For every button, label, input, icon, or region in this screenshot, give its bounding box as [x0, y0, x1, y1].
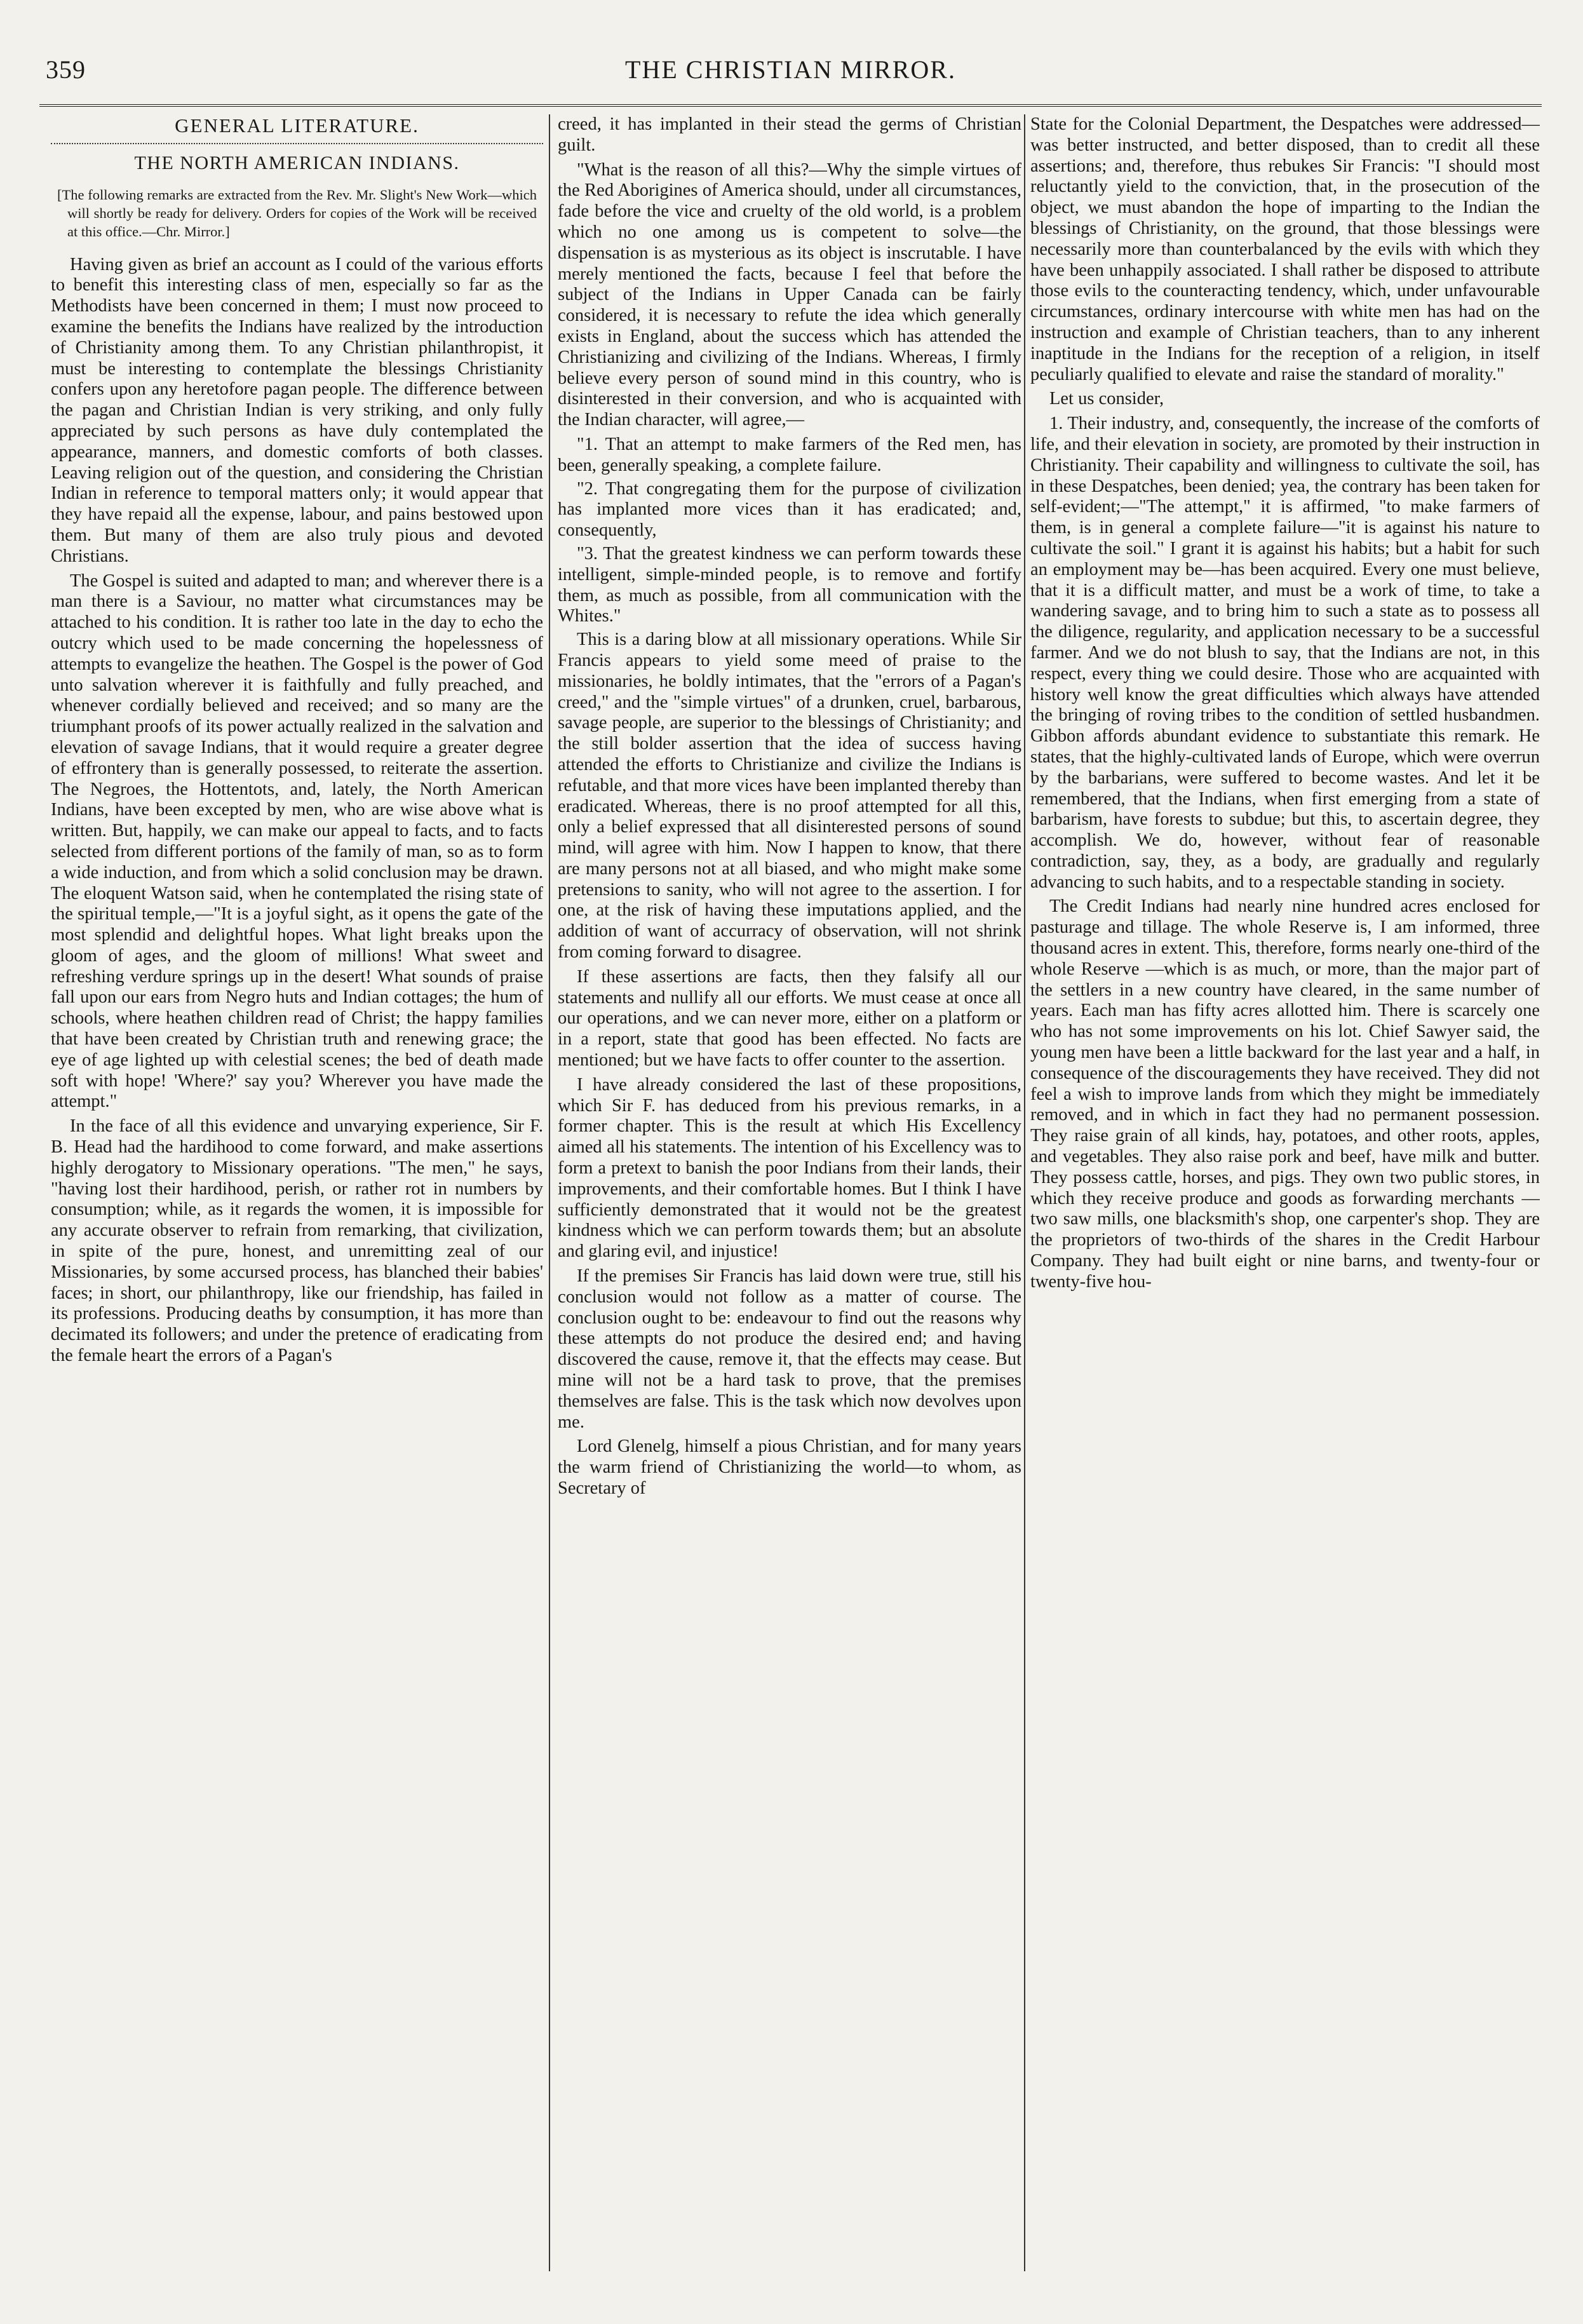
paragraph: The Gospel is suited and adapted to man; and wherever there is a man there is a Saviour, no matter what circumstances may be attached to his condition. It is rather too late in the day to echo the outcry which used to be made concerning the hopelessness of attempts to evangelize the heathen. The Gospel is the power of God unto salvation wherever it is faithfully and fully preached, and whenever cordially believed and received; and so many are the triumphant proofs of its power actually realized in the salvation and elevation of savage Indians, that it would require a greater degree of effrontery than is generally possessed, to reiterate the assertion. The Negroes, the Hottentots, and, lately, the North American Indians, have been excepted by men, who are wise above what is written. But, happily, we can make our appeal to facts, and to facts selected from different portions of the family of man, so as to form a wide induction, and from which a solid conclusion may be drawn. The eloquent Watson said, when he contemplated the rising state of the spiritual temple,—"It is a joyful sight, as it opens the gate of the most splendid and delightful hopes. What light breaks upon the gloom of ages, and the gloom of millions! What sweet and refreshing verdure springs up in the desert! What sounds of praise fall upon our ears from Negro huts and Indian cottages; the hum of schools, where heathen children read of Christ; the happy families that have been created by Christian truth and renewing grace; the eye of age lighted up with celestial scenes; the bed of death made soft with hope! 'Where?' say you? Wherever you have made the attempt.": [51, 571, 543, 1112]
paragraph: 1. Their industry, and, consequently, the increase of the comforts of life, and their elevation in society, are promoted by their instruction in Christianity. Their capability and willingness to cultivate the soil, has in these Despatches, been denied; yea, the contrary has been taken for self-evident;—"The attempt," it is affirmed, "to make farmers of them, is in general a complete failure—"it is against his nature to cultivate the soil." I grant it is against his habits; but a habit for such an employment may be—has been acquired. Every one must believe, that it is a difficult matter, and must be a work of time, to take a wandering savage, and to bring him to such a state as to possess all the diligence, regularity, and application necessary to be a successful farmer. And we do not blush to say, that the Indians are not, in this respect, every thing we could desire. Those who are acquainted with history well know the great difficulties which always have attended the bringing of roving tribes to the condition of settled husbandmen. Gibbon affords abundant evidence to substantiate this remark. He states, that the highly-cultivated lands of Europe, which were overrun by the barbarians, were suffered to become wastes. And let it be remembered, that the Indians, when first emerging from a state of barbarism, have forests to subdue; but this, to ascertain degree, they accomplish. We do, however, without fear of reasonable contradiction, say, they, as a body, are gradually and regularly advancing to such habits, and to a respectable standing in society.: [1030, 414, 1540, 892]
paragraph: Lord Glenelg, himself a pious Christian, and for many years the warm friend of Christianizing the world—to whom, as Secretary of: [558, 1436, 1021, 1498]
paragraph: "What is the reason of all this?—Why the simple virtues of the Red Aborigines of America should, under all circumstances, fade before the vice and cruelty of the old world, is a problem which no one among us is competent to solve—the dispensation is as mysterious as its object is inscrutable. I have merely mentioned the facts, because I feel that before the subject of the Indians in Upper Canada can be fairly considered, it is necessary to refute the idea which generally exists in England, about the success which has attended the Christianizing and civilizing of the Indians. Whereas, I firmly believe every person of sound mind in this country, who is disinterested in their conversion, and who is acquainted with the Indian character, will agree,—: [558, 159, 1021, 430]
paragraph: If the premises Sir Francis has laid down were true, still his conclusion would not follow as a matter of course. The conclusion ought to be: endeavour to find out the reasons why these attempts do not produce the desired end; and having discovered the cause, remove it, that the effects may cease. But mine will not be a hard task to prove, that the premises themselves are false. This is the task which now devolves upon me.: [558, 1266, 1021, 1432]
column-3: [1030, 114, 1540, 2271]
newspaper-title: THE CHRISTIAN MIRROR.: [625, 55, 956, 84]
paragraph: Having given as brief an account as I could of the various efforts to benefit this interesting class of men, especially so far as the Methodists have been concerned in them; I must now proceed to examine the benefits the Indians have realized by the introduction of Christianity among them. To any Christian philanthropist, it must be interesting to contemplate the blessings Christianity confers upon any heretofore pagan people. The difference between the pagan and Christian Indian is very striking, and only fully appreciated by such persons as have duly contemplated the appearance, manners, and domestic comforts of both classes. Leaving religion out of the question, and considering the Christian Indian in reference to temporal matters only; it would appear that they have repaid all the expense, labour, and pains bestowed upon them. But many of them are also truly pious and devoted Christians.: [51, 254, 543, 566]
paragraph: This is a daring blow at all missionary operations. While Sir Francis appears to yield some meed of praise to the missionaries, he boldly intimates, that the "errors of a Pagan's creed," and the "simple virtues" of a drunken, cruel, barbarous, savage people, are superior to the blessings of Christianity; and the still bolder assertion that the idea of success having attended the efforts to Christianize and civilize the Indians is refutable, and that more vices have been implanted thereby than eradicated. Whereas, there is no proof attempted for all this, only a belief expressed that all disinterested persons of sound mind, will agree with him. Now I happen to know, that there are many persons not at all biased, and who might make some pretensions to sanity, who will not agree to the assertion. I for one, at the risk of having these imputations applied, and the addition of want of accurracy of observation, will not shrink from coming forward to disagree.: [558, 630, 1021, 963]
paragraph: I have already considered the last of these propositions, which Sir F. has deduced from his previous remarks, in a former chapter. This is the result at which His Excellency aimed all his statements. The intention of his Excellency was to form a pretext to banish the poor Indians from their lands, their improvements, and their comfortable homes. But I think I have sufficiently demonstrated that it would not be the greatest kindness which we can perform towards them; but an absolute and glaring evil, and injustice!: [558, 1074, 1021, 1262]
section-heading: GENERAL LITERATURE.: [175, 114, 419, 137]
list-item: "3. That the greatest kindness we can perform towards these intelligent, simple-minded people, is to remove and fortify them, as much as possible, from all communication with the Whites.": [558, 543, 1021, 626]
paragraph: Let us consider,: [1049, 389, 1164, 409]
paragraph: If these assertions are facts, then they falsify all our statements and nullify all our efforts. We must cease at once all our operations, and we can never more, either on a platform or in a report, state that good has been effected. No facts are mentioned; but we have facts to offer counter to the assertion.: [558, 966, 1021, 1071]
masthead: [39, 50, 1542, 89]
column-1: [51, 114, 543, 2271]
page-number: 359: [46, 55, 86, 84]
list-item: "2. That congregating them for the purpose of civilization has implanted more vices than it has eradicated; and, consequently,: [558, 478, 1021, 541]
article-title: THE NORTH AMERICAN INDIANS.: [134, 152, 460, 173]
header-rule: [39, 104, 1542, 107]
column-rule-2: [1024, 114, 1025, 2271]
paragraph: In the face of all this evidence and unvarying experience, Sir F. B. Head had the hardihood to come forward, and make assertions highly derogatory to Missionary operations. "The men," he says, "having lost their hardihood, perish, or rather rot in numbers by consumption; while, as it regards the women, it is impossible for any accurate observer to refrain from remarking, that civilization, in spite of the pure, honest, and unremitting zeal of our Missionaries, by some accursed process, has blanched their babies' faces; in short, our philanthropy, like our friendship, has failed in its professions. Producing deaths by consumption, it has more than decimated its followers; and under the pretence of eradicating from the female heart the errors of a Pagan's: [51, 1116, 543, 1366]
paragraph: creed, it has implanted in their stead the germs of Christian guilt.: [558, 114, 1021, 155]
editor-note: [The following remarks are extracted from the Rev. Mr. Slight's New Work—which will shortly be ready for delivery. Orders for copies of the Work will be received at this office.—Chr. Mirror.]: [57, 186, 537, 240]
paragraph: State for the Colonial Department, the Despatches were addressed—was better instructed, and better disposed, than to credit all these assertions; and, therefore, thus rebukes Sir Francis: "I should most reluctantly yield to the conviction, that, in the prosecution of the object, we must abandon the hope of imparting to the Indian the blessings of Christianity, on the ground, that those blessings were necessarily more than counterbalanced by the evils with which they have been unhappily associated. I shall rather be disposed to attribute those evils to the counteracting tendency, which, under unfavourable circumstances, ordinary intercourse with white men has had on the instruction and example of Christian teachers, than to any inherent inaptitude in the Indians for the reception of a religion, in itself peculiarly qualified to elevate and raise the standard of morality.": [1030, 114, 1540, 384]
section-divider: [51, 143, 543, 144]
column-2: [558, 114, 1021, 2271]
list-item: "1. That an attempt to make farmers of the Red men, has been, generally speaking, a complete failure.: [558, 434, 1021, 475]
paragraph: The Credit Indians had nearly nine hundred acres enclosed for pasturage and tillage. The whole Reserve is, I am informed, three thousand acres in extent. This, therefore, forms nearly one-third of the whole Reserve —which is as much, or more, than the major part of the settlers in a new country have cleared, in the same number of years. Each man has fifty acres allotted him. There is scarcely one who has not some improvements on his lot. Chief Sawyer said, the young men have been a little backward for the last year and a half, in consequence of the discouragements they have received. They did not feel a wish to improve lands from which they might be immediately removed, and in which in fact they had no permanent possession. They raise grain of all kinds, hay, potatoes, and other roots, apples, and vegetables. They also raise pork and beef, have milk and butter. They possess cattle, horses, and pigs. They own two public stores, in which they receive produce and goods as forwarding merchants —two saw mills, one blacksmith's shop, one carpenter's shop. They are the proprietors of two-thirds of the shares in the Credit Harbour Company. They had built eight or nine barns, and twenty-four or twenty-five hou-: [1030, 896, 1540, 1292]
column-rule-1: [549, 114, 550, 2271]
